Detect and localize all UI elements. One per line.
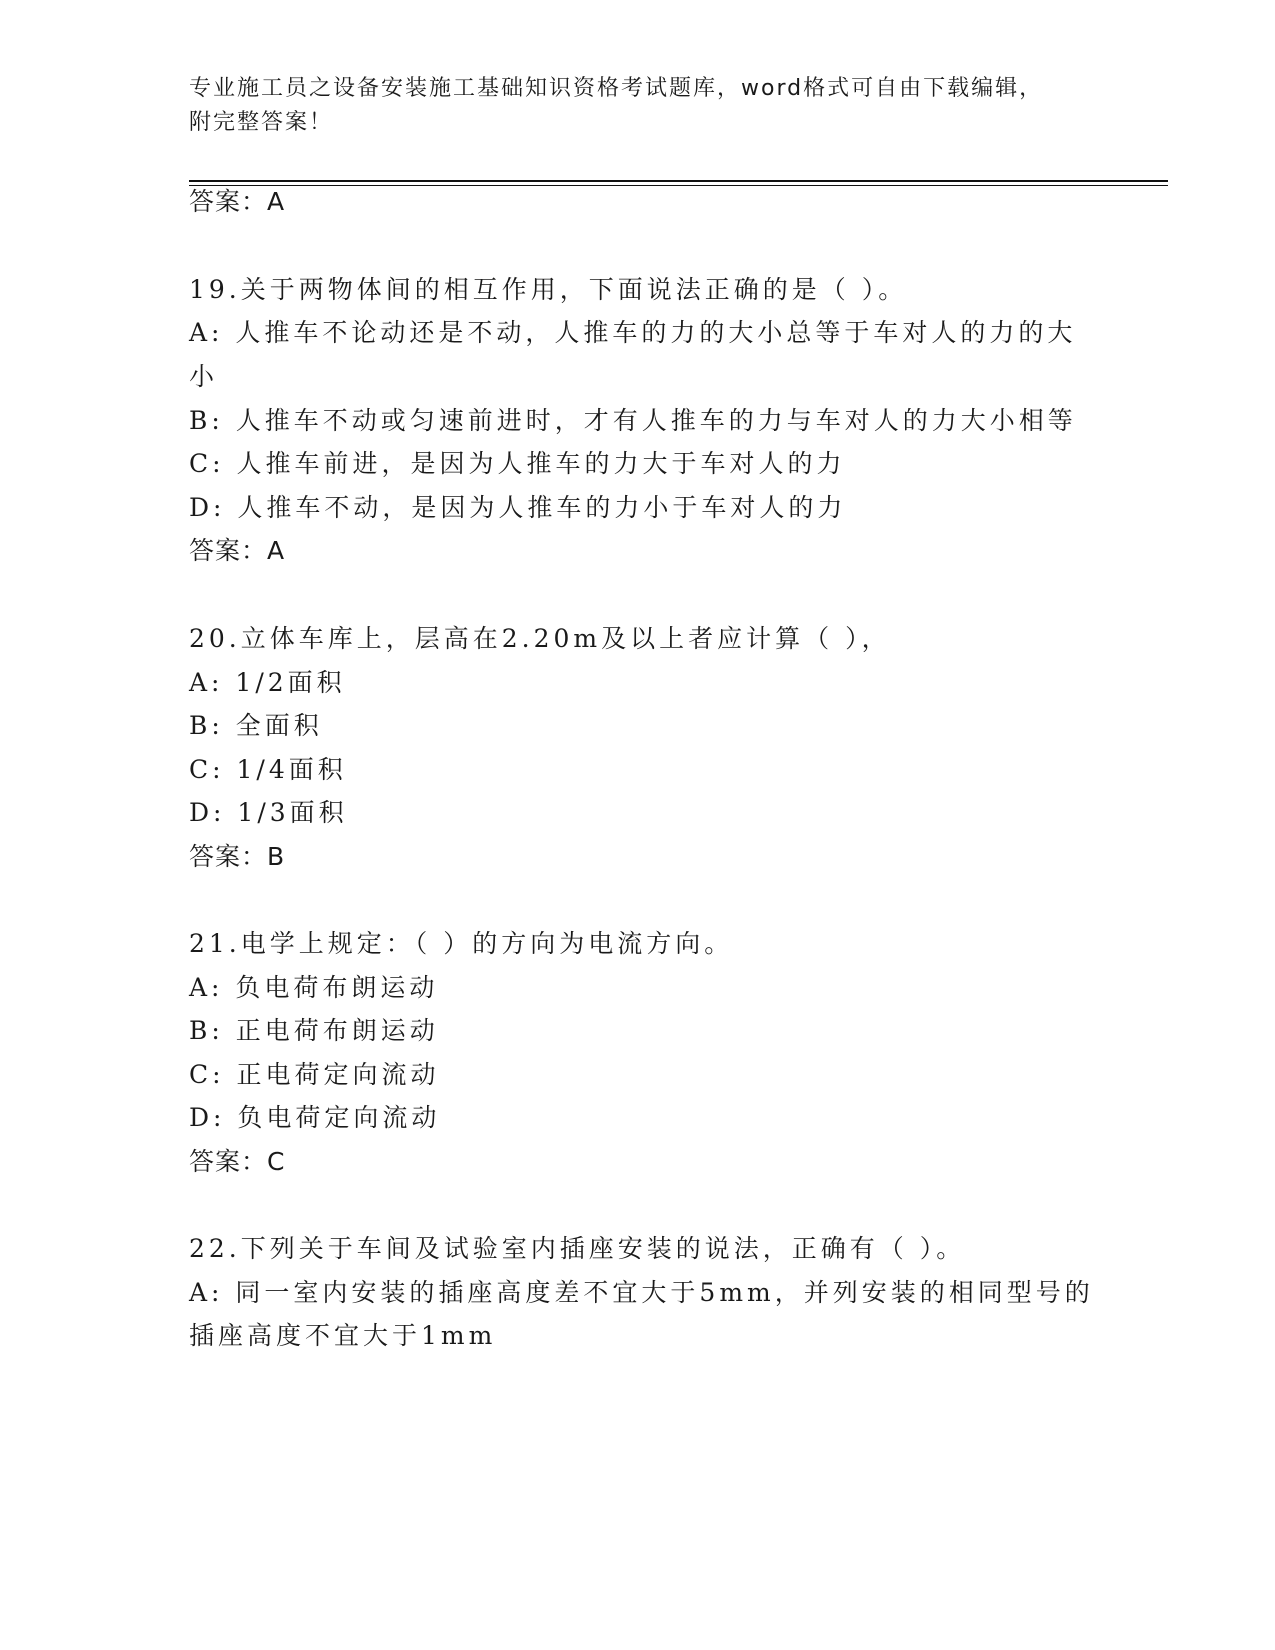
- question-19-option-b: B: 人推车不动或匀速前进时，才有人推车的力与车对人的力大小相等: [189, 406, 1077, 435]
- question-20-option-a: A: 1/2面积: [189, 668, 346, 697]
- question-22-option-a-cont: 插座高度不宜大于1mm: [189, 1321, 497, 1350]
- question-20-option-d: D: 1/3面积: [189, 798, 348, 827]
- question-19-stem: 19.关于两物体间的相互作用，下面说法正确的是（ ）。: [189, 275, 908, 304]
- question-22-stem: 22.下列关于车间及试验室内插座安装的说法，正确有（ ）。: [189, 1234, 966, 1263]
- header-divider: [189, 180, 1168, 186]
- question-21-option-b: B: 正电荷布朗运动: [189, 1016, 439, 1045]
- question-19-option-c: C: 人推车前进，是因为人推车的力大于车对人的力: [189, 449, 846, 478]
- question-19-option-d: D: 人推车不动，是因为人推车的力小于车对人的力: [189, 493, 847, 522]
- question-22-option-a: A: 同一室内安装的插座高度差不宜大于5mm，并列安装的相同型号的: [189, 1278, 1094, 1307]
- header-line-1: 专业施工员之设备安装施工基础知识资格考试题库，word格式可自由下载编辑，: [189, 76, 1044, 101]
- question-20-answer: 答案：B: [189, 842, 286, 871]
- question-19-answer: 答案：A: [189, 536, 286, 565]
- question-19-option-a-cont: 小: [189, 362, 219, 391]
- question-21-option-a: A: 负电荷布朗运动: [189, 973, 439, 1002]
- question-21-stem: 21.电学上规定：（ ）的方向为电流方向。: [189, 929, 734, 958]
- document-header: [189, 72, 1089, 140]
- answer-previous: 答案：A: [189, 187, 286, 216]
- question-21-option-c: C: 正电荷定向流动: [189, 1060, 440, 1089]
- question-19-option-a: A: 人推车不论动还是不动，人推车的力的大小总等于车对人的力的大: [189, 318, 1077, 347]
- question-20-option-b: B: 全面积: [189, 711, 323, 740]
- question-20-stem: 20.立体车库上，层高在2.20m及以上者应计算（ ），: [189, 624, 891, 653]
- header-line-2: 附完整答案！: [189, 110, 334, 135]
- question-21-option-d: D: 负电荷定向流动: [189, 1103, 441, 1132]
- question-21-answer: 答案：C: [189, 1147, 286, 1176]
- question-20-option-c: C: 1/4面积: [189, 755, 347, 784]
